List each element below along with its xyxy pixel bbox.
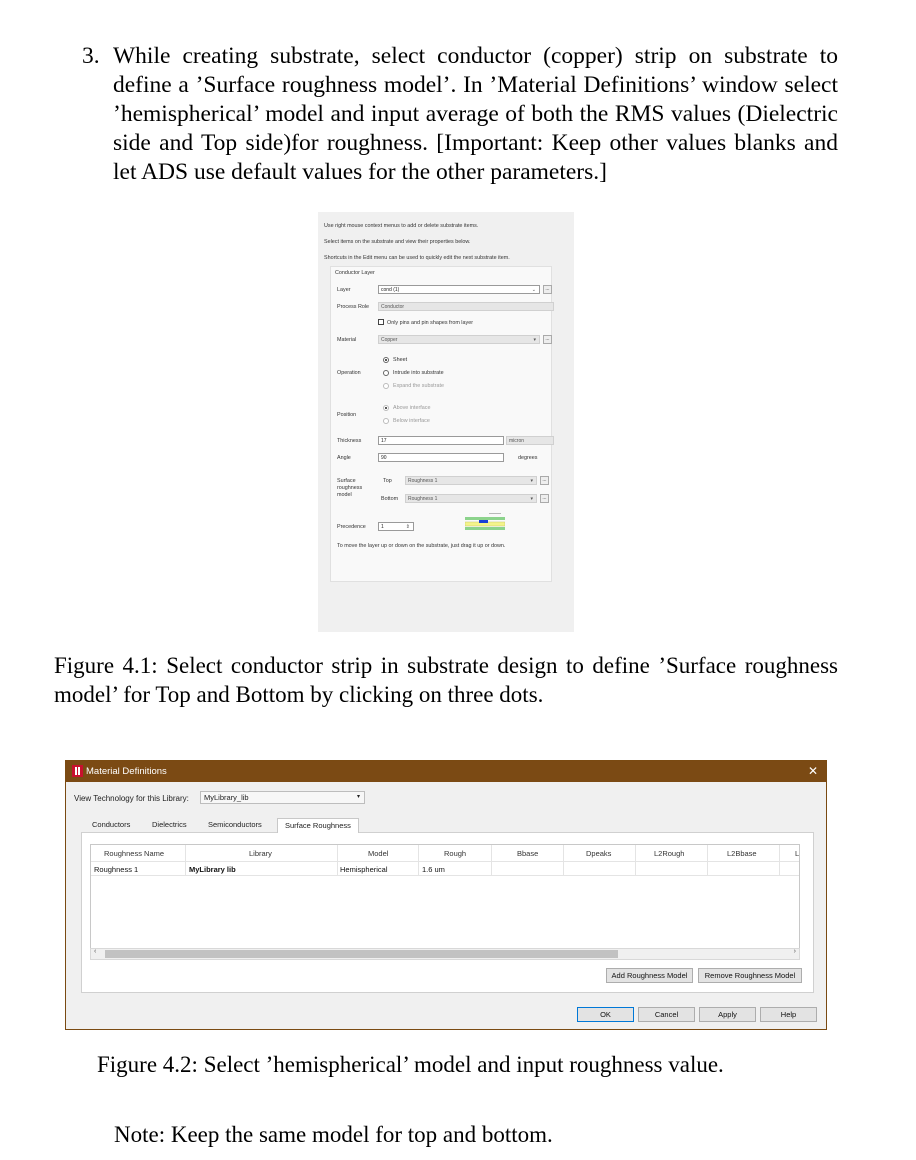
pos-above-label: Above interface (393, 405, 431, 411)
step-number: 3. (82, 43, 100, 69)
pos-below-label: Below interface (393, 418, 430, 424)
bottom-roughness-select[interactable] (405, 494, 537, 503)
only-pins-label: Only pins and pin shapes from layer (387, 320, 473, 326)
row-divider (91, 875, 799, 876)
cell-library[interactable]: MyLibrary lib (189, 865, 236, 874)
column-header[interactable]: Rough (444, 849, 467, 858)
note-text: Note: Keep the same model for top and bottom. (114, 1122, 553, 1147)
material-value: Copper (381, 337, 398, 343)
hint-shortcuts: Shortcuts in the Edit menu can be used to quickly edit the next substrate item. (324, 255, 510, 261)
thickness-unit-select[interactable]: micron (506, 436, 554, 445)
thickness-input[interactable]: 17 (378, 436, 504, 445)
bottom-roughness-value: Roughness 1 (408, 496, 438, 502)
precedence-value: 1 (381, 524, 384, 530)
op-sheet-label: Sheet (393, 357, 408, 363)
column-header[interactable]: L (795, 849, 800, 858)
spinner-arrows-icon: ⇕ (405, 524, 410, 530)
substrate-conductor-panel (318, 212, 574, 632)
angle-input[interactable]: 90 (378, 453, 504, 462)
material-more-button[interactable]: ... (543, 335, 552, 344)
window-title: Material Definitions (86, 766, 167, 777)
chevron-down-icon: ▾ (530, 478, 533, 484)
add-roughness-model-button[interactable]: Add Roughness Model (606, 968, 693, 983)
stack-conductor-strip (479, 520, 488, 523)
layer-more-button[interactable]: ... (543, 285, 552, 294)
layer-select[interactable] (378, 285, 540, 294)
column-divider (185, 845, 186, 875)
step-text: While creating substrate, select conductor (copper) strip on substrate to define a ’Surface roughness model’. In ’Material Definitions’ window select ’hemispherical’ model and input average of both the RMS values (Dielectric side and Top side)for roughness. [Important: Keep other values blanks and let ADS use default values for the other parameters.] (113, 43, 838, 185)
horizontal-scrollbar[interactable] (90, 948, 800, 960)
operation-intrude-radio[interactable] (383, 370, 389, 376)
stack-layer-green-top (465, 517, 505, 520)
column-divider (563, 845, 564, 875)
remove-roughness-model-button[interactable]: Remove Roughness Model (698, 968, 802, 983)
angle-label: Angle (337, 455, 351, 461)
bottom-roughness-more-button[interactable]: ... (540, 494, 549, 503)
material-select[interactable] (378, 335, 540, 344)
library-select[interactable] (200, 791, 365, 804)
chevron-down-icon: ▾ (533, 337, 536, 343)
column-divider (337, 845, 338, 875)
scroll-right-icon[interactable]: › (793, 948, 796, 955)
layer-label: Layer (337, 287, 351, 293)
operation-sheet-radio[interactable] (383, 357, 389, 363)
column-divider (418, 845, 419, 875)
header-divider (91, 861, 799, 862)
tab-surface-roughness[interactable]: Surface Roughness (277, 818, 359, 833)
operation-label: Operation (337, 370, 361, 376)
tab-dielectrics[interactable]: Dielectrics (152, 820, 187, 829)
bottom-label: Bottom (381, 496, 399, 502)
conductor-layer-group (330, 266, 552, 582)
apply-button[interactable]: Apply (699, 1007, 756, 1022)
position-label: Position (337, 412, 357, 418)
tab-conductors[interactable]: Conductors (92, 820, 131, 829)
window-titlebar[interactable] (66, 761, 826, 782)
cell-roughness-name[interactable]: Roughness 1 (94, 865, 139, 874)
top-roughness-more-button[interactable]: ... (540, 476, 549, 485)
help-button[interactable]: Help (760, 1007, 817, 1022)
top-roughness-value: Roughness 1 (408, 478, 438, 484)
chevron-down-icon: ▾ (356, 794, 360, 800)
step-paragraph (82, 42, 838, 187)
stack-layer-green-bottom (465, 527, 505, 530)
column-header[interactable]: L2Rough (654, 849, 685, 858)
scroll-left-icon[interactable]: ‹ (94, 948, 97, 955)
surface-label-1: Surface (337, 478, 356, 484)
position-above-radio[interactable] (383, 405, 389, 411)
process-role-select: Conductor (378, 302, 554, 311)
angle-unit: degrees (518, 455, 538, 461)
cancel-button[interactable]: Cancel (638, 1007, 695, 1022)
surface-label-3: model (337, 492, 352, 498)
group-title: Conductor Layer (335, 270, 375, 276)
library-selected-value: MyLibrary_lib (204, 793, 249, 802)
tab-semiconductors[interactable]: Semiconductors (208, 820, 262, 829)
top-label: Top (383, 478, 392, 484)
hint-select-items: Select items on the substrate and view their properties below. (324, 239, 471, 245)
column-header[interactable]: Model (368, 849, 389, 858)
column-divider (635, 845, 636, 875)
layer-stack-icon (465, 513, 505, 535)
column-header[interactable]: Bbase (517, 849, 539, 858)
figure-4-2-caption: Figure 4.2: Select ’hemispherical’ model and input roughness value. (97, 1052, 724, 1077)
app-logo-icon (72, 765, 83, 777)
figure-4-1-caption: Figure 4.1: Select conductor strip in substrate design to define ’Surface roughness model’ for Top and Bottom by clicking on three dots. (54, 653, 838, 707)
hint-context-menus: Use right mouse context menus to add or delete substrate items. (324, 223, 479, 229)
chevron-down-icon: ⌄ (531, 287, 536, 293)
only-pins-checkbox[interactable] (378, 319, 384, 325)
process-role-label: Process Role (337, 304, 370, 310)
surface-label-2: roughness (337, 485, 363, 491)
layer-value: cond (1) (381, 287, 400, 293)
cell-rough[interactable]: 1.6 um (422, 865, 445, 874)
close-icon[interactable]: ✕ (807, 764, 818, 778)
column-divider (491, 845, 492, 875)
cell-model[interactable]: Hemispherical (340, 865, 388, 874)
precedence-spinner[interactable] (378, 522, 414, 531)
column-header[interactable]: L2Bbase (727, 849, 757, 858)
column-header[interactable]: Roughness Name (104, 849, 165, 858)
column-header[interactable]: Library (249, 849, 272, 858)
position-below-radio[interactable] (383, 418, 389, 424)
material-definitions-window (65, 760, 827, 1030)
footer-hint: To move the layer up or down on the substrate, just drag it up or down. (337, 543, 506, 549)
material-label: Material (337, 337, 357, 343)
thickness-label: Thickness (337, 438, 362, 444)
op-intrude-label: Intrude into substrate (393, 370, 444, 376)
scrollbar-thumb[interactable] (105, 950, 618, 958)
view-technology-label: View Technology for this Library: (74, 794, 189, 803)
ok-button[interactable]: OK (577, 1007, 634, 1022)
column-header[interactable]: Dpeaks (586, 849, 612, 858)
top-roughness-select[interactable] (405, 476, 537, 485)
chevron-down-icon: ▾ (530, 496, 533, 502)
precedence-label: Precedence (337, 524, 366, 530)
operation-expand-radio[interactable] (383, 383, 389, 389)
column-divider (707, 845, 708, 875)
op-expand-label: Expand the substrate (393, 383, 444, 389)
roughness-table (90, 844, 800, 960)
column-divider (779, 845, 780, 875)
